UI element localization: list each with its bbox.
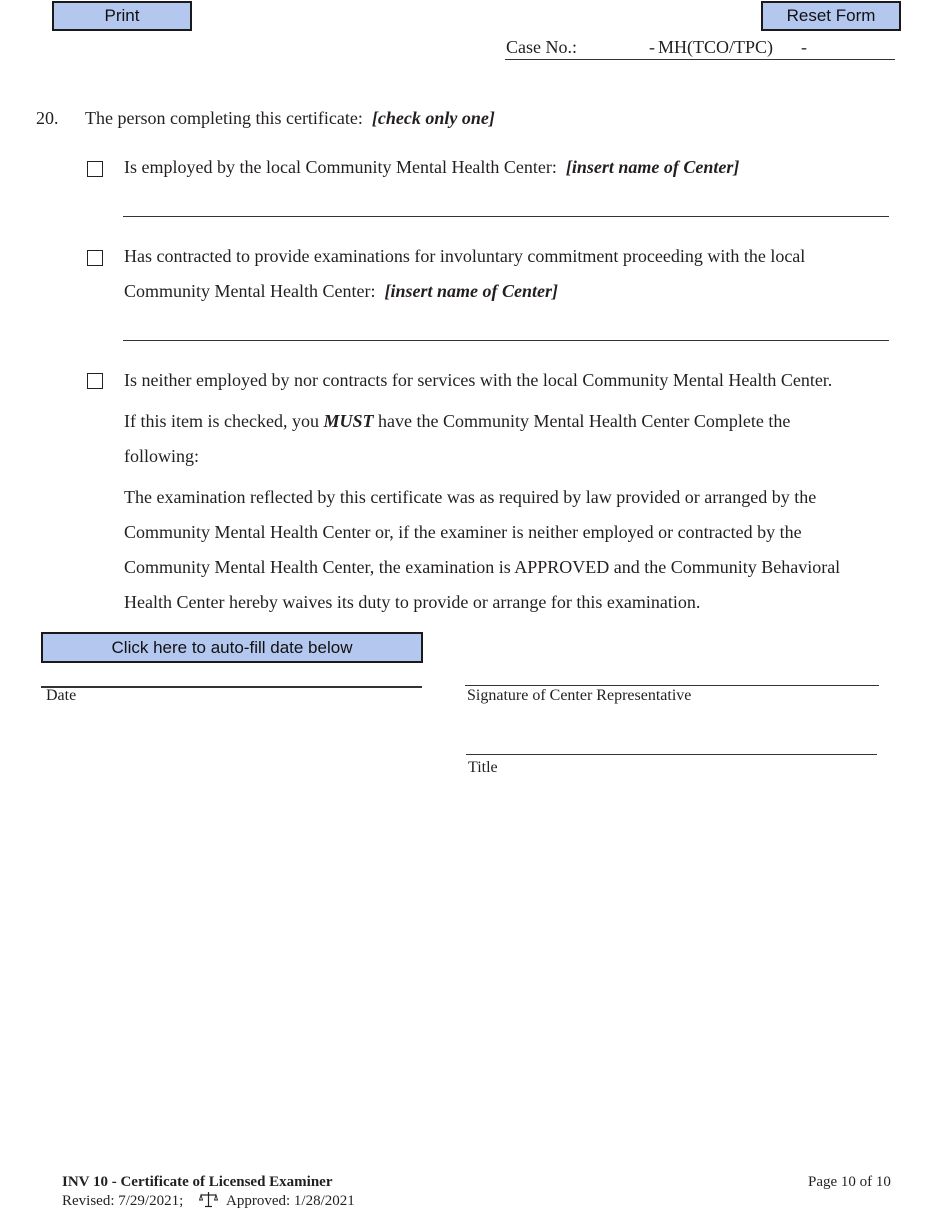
signature-field[interactable] — [465, 685, 879, 686]
print-button[interactable]: Print — [52, 1, 192, 31]
waiver-line: The examination reflected by this certificate was as required by law provided or arranged by the — [124, 487, 817, 507]
case-number-underline — [505, 59, 895, 60]
option-neither-text: Is neither employed by nor contracts for services with the local Community Mental Health Center. — [124, 370, 833, 390]
employed-checkbox[interactable] — [87, 161, 103, 177]
date-field[interactable] — [41, 686, 422, 688]
item-prompt-text: The person completing this certificate: — [85, 108, 363, 128]
title-label: Title — [468, 759, 498, 776]
waiver-line: Health Center hereby waives its duty to provide or arrange for this examination. — [124, 592, 701, 612]
date-label: Date — [46, 687, 77, 704]
contracted-checkbox[interactable] — [87, 250, 103, 266]
title-field[interactable] — [466, 754, 877, 755]
footer-form-title: INV 10 - Certificate of Licensed Examiner — [62, 1174, 333, 1190]
case-separator-end: - — [801, 37, 807, 57]
item-number: 20. — [36, 108, 59, 128]
footer-revised: Revised: 7/29/2021; — [62, 1193, 184, 1209]
option-contracted-hint: [insert name of Center] — [384, 281, 558, 301]
must-note-line1 — [124, 411, 790, 432]
contracted-center-name-field[interactable] — [123, 340, 889, 341]
footer-page-number: Page 10 of 10 — [808, 1174, 891, 1190]
scales-of-justice-icon — [199, 1191, 218, 1208]
option-contracted-text: Community Mental Health Center: — [124, 281, 376, 301]
signature-label: Signature of Center Representative — [467, 687, 692, 704]
case-code: MH(TCO/TPC) — [658, 37, 774, 57]
employed-center-name-field[interactable] — [123, 216, 889, 217]
reset-form-button[interactable]: Reset Form — [761, 1, 901, 31]
option-contracted-line1: Has contracted to provide examinations for involuntary commitment proceeding with the local — [124, 246, 806, 266]
option-contracted-line2 — [124, 281, 558, 302]
must-note-post: have the Community Mental Health Center Complete the — [377, 411, 791, 431]
must-note-pre: If this item is checked, you — [124, 411, 319, 431]
option-employed-text: Is employed by the local Community Mental Health Center: — [124, 157, 557, 177]
must-note-emphasis: MUST — [323, 411, 374, 431]
autofill-date-button[interactable]: Click here to auto-fill date below — [41, 632, 423, 663]
case-separator: - — [649, 37, 655, 57]
waiver-paragraph — [124, 480, 914, 620]
option-employed-label — [124, 157, 739, 178]
item-prompt — [85, 108, 495, 129]
case-label: Case No.: — [506, 37, 577, 57]
waiver-line: Community Mental Health Center, the examination is APPROVED and the Community Behavioral — [124, 557, 841, 577]
neither-checkbox[interactable] — [87, 373, 103, 389]
must-note-line2: following: — [124, 446, 199, 466]
waiver-line: Community Mental Health Center or, if the examiner is neither employed or contracted by the — [124, 522, 802, 542]
item-instruction: [check only one] — [371, 108, 495, 128]
option-employed-hint: [insert name of Center] — [565, 157, 740, 177]
footer-approved: Approved: 1/28/2021 — [226, 1193, 355, 1209]
